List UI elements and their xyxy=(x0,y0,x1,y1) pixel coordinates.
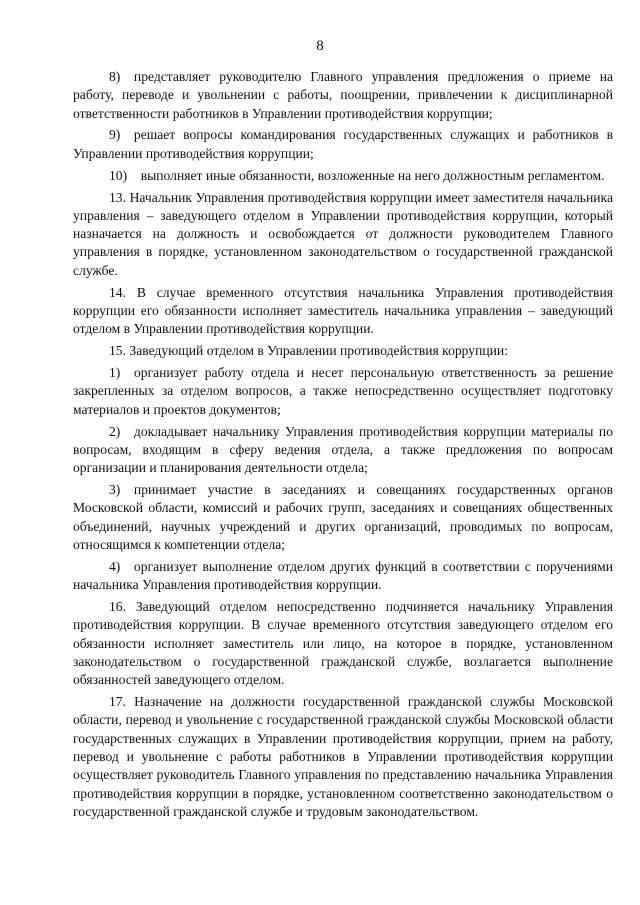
paragraph-15-item-4: 4) организует выполнение отделом других функций в соответствии с поручениями начальника Управления противодействия коррупции. xyxy=(73,558,613,593)
paragraph-item-8: 8) представляет руководителю Главного управления предложения о приеме на работу, переводе и увольнении с работы, поощрении, привлечении к дисциплинарной ответственности работников в Управлении противодействия коррупции; xyxy=(73,69,613,121)
paragraph-17: 17. Назначение на должности государственной гражданской службы Московской области, перевод и увольнение с государственной гражданской службы Московской области государственных служащих в Управлении противодействия коррупции, прием на работу, перевод и увольнение с работы работников в Управлении противодействия коррупции осуществляет руководитель Главного управления по представлению начальника Управления противодействия коррупции в порядке, установленном соответственно законодательством о государственной гражданской службе и трудовым законодательством. xyxy=(73,694,613,819)
paragraph-15-item-2: 2) докладывает начальнику Управления противодействия коррупции материалы по вопросам, входящим в сферу ведения отдела, а также предложения по вопросам организации и планирования деятельности отдела; xyxy=(73,423,613,476)
paragraph-13: 13. Начальник Управления противодействия коррупции имеет заместителя начальника управления – заведующего отделом в Управлении противодействия коррупции, который назначается на должность и освобождается от должности руководителем Главного управления в порядке, установленном законодательством о государственной гражданской службе. xyxy=(73,189,613,278)
paragraph-16: 16. Заведующий отделом непосредственно подчиняется начальнику Управления противодействия коррупции. В случае временного отсутствия заведующего отделом его обязанности исполняет заместитель или лицо, на которое в порядке, установленном законодательством о государственной гражданской службе, возлагается выполнение обязанностей заведующего отделом. xyxy=(73,598,613,688)
paragraph-item-10: 10) выполняет иные обязанности, возложенные на него должностным регламентом. xyxy=(109,167,605,183)
document-body xyxy=(73,68,613,825)
paragraph-15-item-1: 1) организует работу отдела и несет персональную ответственность за решение закрепленных за отделом вопросов, а также непосредственно осуществляет подготовку материалов и проектов документов; xyxy=(73,365,613,417)
paragraph-15-item-3: 3) принимает участие в заседаниях и совещаниях государственных органов Московской области, комиссий и рабочих групп, заседаниях и совещаниях общественных объединений, научных учреждений и других организаций, проводимых по вопросам, относящимся к компетенции отдела; xyxy=(73,481,613,552)
paragraph-14: 14. В случае временного отсутствия начальника Управления противодействия коррупции его обязанности исполняет заместитель начальника управления – заведующий отделом в Управлении противодействия коррупции. xyxy=(73,284,613,337)
paragraph-item-9: 9) решает вопросы командирования государственных служащих и работников в Управлении противодействия коррупции; xyxy=(73,127,613,161)
page-number: 8 xyxy=(316,38,324,54)
paragraph-15: 15. Заведующий отделом в Управлении противодействия коррупции: xyxy=(109,343,508,359)
